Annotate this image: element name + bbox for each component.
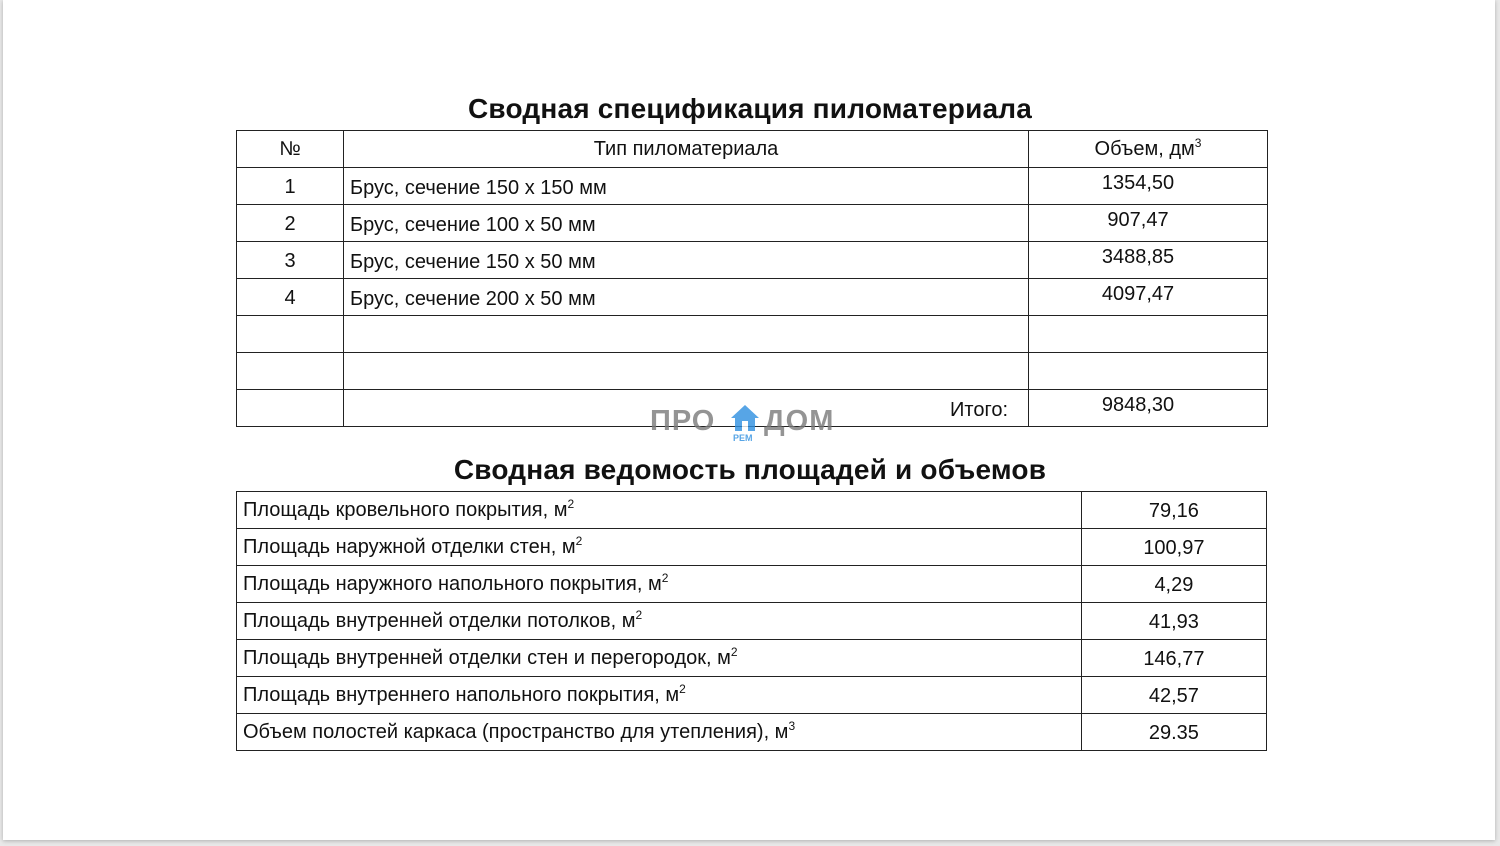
row-num: 4 bbox=[237, 279, 344, 316]
row-volume: 1354,50 bbox=[1029, 168, 1268, 205]
area-unit-sup: 2 bbox=[635, 607, 643, 622]
table-row bbox=[237, 492, 1267, 529]
area-value: 4,29 bbox=[1081, 566, 1266, 603]
area-label bbox=[237, 492, 1082, 529]
table-row bbox=[237, 566, 1267, 603]
header-type: Тип пиломатериала bbox=[344, 131, 1029, 168]
empty-row bbox=[237, 316, 1268, 353]
logo-text-left: ПРО bbox=[650, 405, 716, 437]
areas-table bbox=[236, 491, 1267, 751]
lumber-spec-table bbox=[236, 130, 1268, 427]
area-value: 79,16 bbox=[1081, 492, 1266, 529]
area-label-text: Площадь внутреннего напольного покрытия, м bbox=[243, 683, 680, 706]
row-volume: 3488,85 bbox=[1029, 242, 1268, 279]
table-row bbox=[237, 677, 1267, 714]
row-volume: 4097,47 bbox=[1029, 279, 1268, 316]
row-num: 1 bbox=[237, 168, 344, 205]
row-num: 2 bbox=[237, 205, 344, 242]
table-header-row bbox=[237, 131, 1268, 168]
area-label-text: Площадь наружной отделки стен, м bbox=[243, 535, 576, 558]
row-type: Брус, сечение 200 х 50 мм bbox=[344, 279, 1029, 316]
table-row bbox=[237, 168, 1268, 205]
area-unit-sup: 2 bbox=[575, 533, 583, 548]
header-volume bbox=[1029, 131, 1268, 168]
area-label bbox=[237, 677, 1082, 714]
watermark-logo bbox=[650, 401, 850, 445]
table-row bbox=[237, 640, 1267, 677]
area-label-text: Площадь внутренней отделки потолков, м bbox=[243, 609, 636, 632]
area-unit-sup: 2 bbox=[661, 570, 669, 585]
area-unit-sup: 2 bbox=[679, 681, 686, 696]
area-label bbox=[237, 566, 1082, 603]
table-row bbox=[237, 603, 1267, 640]
table-row bbox=[237, 529, 1267, 566]
empty-row bbox=[237, 353, 1268, 390]
table-row bbox=[237, 714, 1267, 751]
header-volume-label: Объем, дм bbox=[1094, 137, 1195, 160]
table-row bbox=[237, 205, 1268, 242]
area-value: 29.35 bbox=[1081, 714, 1266, 751]
area-value: 42,57 bbox=[1081, 677, 1266, 714]
area-label-text: Площадь наружного напольного покрытия, м bbox=[243, 572, 662, 595]
area-label bbox=[237, 714, 1082, 751]
row-type: Брус, сечение 150 х 50 мм bbox=[344, 242, 1029, 279]
area-value: 41,93 bbox=[1081, 603, 1266, 640]
table-row bbox=[237, 242, 1268, 279]
total-value: 9848,30 bbox=[1029, 390, 1268, 427]
table-row bbox=[237, 279, 1268, 316]
spec-title: Сводная спецификация пиломатериала bbox=[467, 93, 1033, 124]
logo-text-right: ДОМ bbox=[764, 405, 835, 437]
row-num: 3 bbox=[237, 242, 344, 279]
area-unit-sup: 2 bbox=[567, 496, 575, 511]
area-label bbox=[237, 603, 1082, 640]
row-type: Брус, сечение 150 х 150 мм bbox=[344, 168, 1029, 205]
row-volume: 907,47 bbox=[1029, 205, 1268, 242]
areas-title: Сводная ведомость площадей и объемов bbox=[453, 454, 1047, 485]
area-value: 146,77 bbox=[1081, 640, 1266, 677]
header-volume-sup: 3 bbox=[1194, 135, 1202, 150]
area-label-text: Площадь кровельного покрытия, м bbox=[243, 498, 568, 521]
area-label bbox=[237, 529, 1082, 566]
header-num: № bbox=[237, 131, 344, 168]
area-label-text: Площадь внутренней отделки стен и перегородок, м bbox=[243, 646, 731, 669]
logo-subtext: РЕМ bbox=[733, 433, 753, 443]
area-unit-sup: 3 bbox=[788, 718, 796, 733]
area-unit-sup: 2 bbox=[730, 644, 738, 659]
area-value: 100,97 bbox=[1081, 529, 1266, 566]
total-label: Итого: bbox=[344, 390, 1029, 427]
row-type: Брус, сечение 100 х 50 мм bbox=[344, 205, 1029, 242]
area-label-text: Объем полостей каркаса (пространство для утепления), м bbox=[243, 720, 789, 743]
area-label bbox=[237, 640, 1082, 677]
